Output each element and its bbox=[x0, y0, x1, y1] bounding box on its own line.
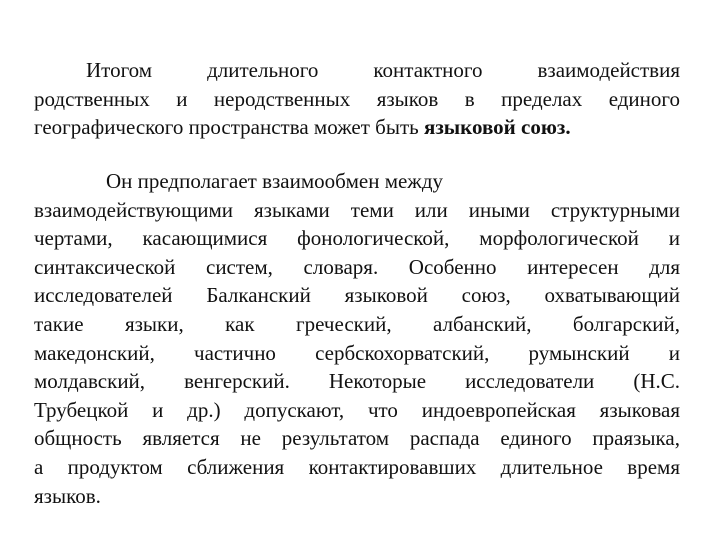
paragraph-1-line-3-text: географического пространства может быть bbox=[34, 115, 424, 140]
paragraph-1-line-1: Итогом длительного контактного взаимодействия bbox=[86, 58, 680, 82]
paragraph-language-union-intro bbox=[34, 56, 680, 142]
paragraph-2-line-8: молдавский, венгерский. Некоторые исследователи (Н.С. bbox=[34, 369, 680, 394]
paragraph-2-line-12: языков. bbox=[34, 483, 101, 508]
paragraph-2-line-1: Он предполагает взаимообмен между bbox=[106, 169, 444, 193]
paragraph-2-line-3: чертами, касающимися фонологической, морфологической и bbox=[34, 226, 680, 251]
paragraph-1-line-2: родственных и неродственных языков в пределах единого bbox=[34, 86, 680, 111]
paragraph-2-line-6: такие языки, как греческий, албанский, болгарский, bbox=[34, 311, 680, 336]
paragraph-2-line-4: синтаксической систем, словаря. Особенно интересен для bbox=[34, 254, 680, 279]
paragraph-2-line-5: исследователей Балканский языковой союз, охватывающий bbox=[34, 283, 680, 308]
paragraph-1-line-3 bbox=[34, 113, 680, 142]
paragraph-2-line-7: македонский, частично сербскохорватский, румынский и bbox=[34, 340, 680, 365]
paragraph-2-line-2: взаимодействующими языками теми или иными структурными bbox=[34, 197, 680, 222]
paragraph-2-line-10: общность является не результатом распада единого праязыка, bbox=[34, 426, 680, 451]
emphasis-term-language-union: языковой союз. bbox=[423, 115, 571, 140]
paragraph-2-line-9: Трубецкой и др.) допускают, что индоевропейская языковая bbox=[34, 397, 680, 422]
paragraph-2-line-11: а продуктом сближения контактировавших длительное время bbox=[34, 454, 680, 479]
paragraph-language-union-description bbox=[34, 167, 680, 510]
